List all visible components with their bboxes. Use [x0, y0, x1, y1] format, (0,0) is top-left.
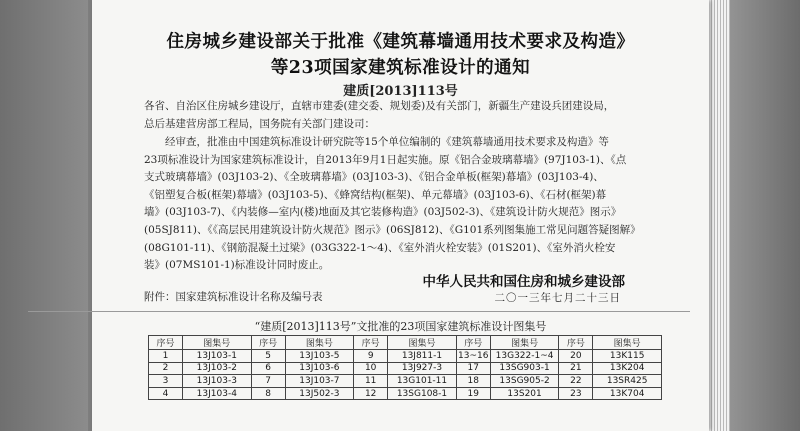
cell-seq: 23 [559, 387, 593, 400]
attachment-note: 附件：国家建筑标准设计名称及编号表 [144, 291, 323, 303]
cell-seq: 8 [251, 387, 285, 400]
cell-seq: 9 [354, 350, 388, 363]
cell-code: 13J103-1 [183, 350, 252, 363]
cell-seq: 7 [251, 375, 285, 388]
table-row [149, 375, 662, 388]
cell-code: 13SG903-1 [490, 362, 559, 375]
table-row [149, 362, 662, 375]
document-number: 建质[2013]113号 [343, 84, 458, 99]
cell-code: 13SG905-2 [490, 375, 559, 388]
cell-code: 13J502-3 [285, 387, 354, 400]
cell-code: 13G322-1~4 [490, 350, 559, 363]
cell-seq: 21 [559, 362, 593, 375]
cell-code: 13J811-1 [388, 350, 457, 363]
body-line: 墙》(03J103-7)、《内装修—室内(楼)地面及其它装修构造》(03J502-3)、《建筑设计防火规范》图示》 [144, 206, 622, 219]
header-code: 图集号 [490, 336, 559, 350]
table-row [149, 387, 662, 400]
notice-body [144, 134, 664, 275]
header-seq: 序号 [354, 336, 388, 350]
cell-code: 13SG108-1 [388, 387, 457, 400]
cell-seq: 4 [149, 387, 183, 400]
cell-seq: 18 [456, 375, 490, 388]
document-page [92, 0, 709, 431]
cell-seq: 6 [251, 362, 285, 375]
cell-seq: 11 [354, 375, 388, 388]
addressee-line: 各省、自治区住房城乡建设厅，直辖市建委(建交委、规划委)及有关部门，新疆生产建设兵团建设局， [144, 100, 615, 112]
issuer: 中华人民共和国住房和城乡建设部 [422, 274, 625, 290]
cell-seq: 22 [559, 375, 593, 388]
cell-code: 13J103-2 [183, 362, 252, 375]
background-right [718, 0, 800, 431]
body-line: 装》(07MS101-1)标准设计同时废止。 [144, 259, 330, 272]
cell-seq: 2 [149, 362, 183, 375]
header-seq: 序号 [149, 336, 183, 350]
header-code: 图集号 [183, 336, 252, 350]
body-line: 经审查，批准由中国建筑标准设计研究院等15个单位编制的《建筑幕墙通用技术要求及构造》等 [165, 136, 609, 148]
cell-seq: 13~16 [458, 350, 489, 361]
cell-code: 13K204 [593, 362, 662, 375]
cell-code: 13J103-6 [285, 362, 354, 375]
cell-seq: 17 [456, 362, 490, 375]
cell-code: 13K115 [593, 350, 662, 363]
cell-code: 13J103-5 [285, 350, 354, 363]
cell-code: 13J927-3 [388, 362, 457, 375]
document-title-line-2: 等23项国家建筑标准设计的通知 [270, 58, 531, 78]
cell-code: 13G101-11 [388, 375, 457, 388]
cell-code: 13J103-4 [183, 387, 252, 400]
section-divider [28, 311, 690, 312]
cell-seq: 5 [251, 350, 285, 363]
cell-code: 13S201 [490, 387, 559, 400]
header-code: 图集号 [593, 336, 662, 350]
cell-code: 13K704 [593, 387, 662, 400]
issue-date: 二〇一三年七月二十三日 [494, 292, 621, 304]
table-caption: “建质[2013]113号”文批准的23项国家建筑标准设计图集号 [254, 320, 547, 333]
header-seq: 序号 [559, 336, 593, 350]
background-left [0, 0, 88, 431]
table-header-row [149, 336, 662, 350]
cell-seq: 10 [354, 362, 388, 375]
cell-seq: 1 [149, 350, 183, 363]
addressee [144, 98, 664, 133]
body-line: (08G101-11)、《钢筋混凝土过梁》(03G322-1～4)、《室外消火栓安装》(01S201)、《室外消火栓安 [144, 241, 616, 254]
cell-seq: 3 [149, 375, 183, 388]
body-line: (05SJ811)、《《高层民用建筑设计防火规范》图示》(06SJ812)、《G101系列图集施工常见问题答疑图解》 [144, 223, 641, 236]
cell-code: 13J103-7 [285, 375, 354, 388]
cell-seq: 20 [559, 350, 593, 363]
cell-seq: 12 [354, 387, 388, 400]
addressee-line: 总后基建营房部工程局，国务院有关部门建设司： [144, 117, 375, 130]
body-line: 《铝塑复合板(框架)幕墙》(03J103-5)、《蜂窝结构(框架)、单元幕墙》(03J103-6)、《石材(框架)幕 [144, 188, 607, 201]
body-line: 23项标准设计为国家建筑标准设计，自2013年9月1日起实施。原《铝合金玻璃幕墙》(97J103-1)、《点 [144, 153, 627, 166]
header-seq: 序号 [251, 336, 285, 350]
document-title-line-1: 住房城乡建设部关于批准《建筑幕墙通用技术要求及构造》 [166, 32, 635, 52]
header-seq: 序号 [456, 336, 490, 350]
header-code: 图集号 [285, 336, 354, 350]
table-row [149, 350, 662, 363]
cell-code: 13J103-3 [183, 375, 252, 388]
body-line: 支式玻璃幕墙》(03J103-2)、《全玻璃幕墙》(03J103-3)、《铝合金单板(框架)幕墙》(03J103-4)、 [144, 171, 604, 184]
cell-seq: 19 [456, 387, 490, 400]
header-code: 图集号 [388, 336, 457, 350]
atlas-table [148, 335, 662, 400]
cell-code: 13SR425 [593, 375, 662, 388]
